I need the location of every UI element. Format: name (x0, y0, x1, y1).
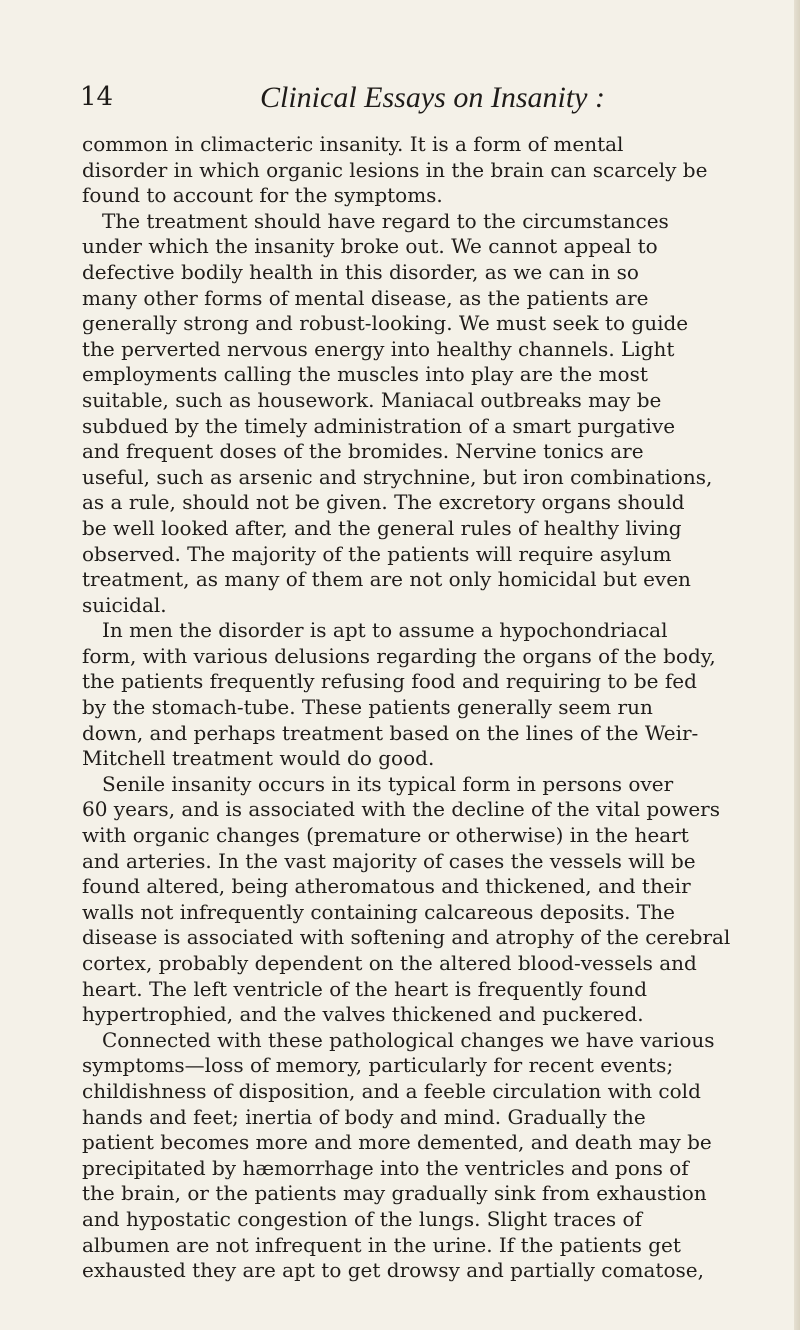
text-line: Mitchell treatment would do good. (82, 746, 435, 771)
text-line: symptoms—loss of memory, particularly for recent events; (82, 1053, 674, 1078)
text-line: In men the disorder is apt to assume a hypochondriacal (102, 618, 668, 643)
text-line: disease is associated with softening and atrophy of the cerebral (82, 925, 731, 950)
text-line: Senile insanity occurs in its typical form in persons over (102, 771, 674, 796)
text-line: common in climacteric insanity. It is a form of mental (82, 132, 624, 156)
text-line: and arteries. In the vast majority of cases the vessels will be (82, 848, 696, 873)
text-line: 60 years, and is associated with the decline of the vital powers (82, 797, 720, 822)
text-line: and hypostatic congestion of the lungs. Slight traces of (82, 1206, 642, 1231)
text-line: by the stomach-tube. These patients generally seem run (82, 695, 653, 720)
text-line: useful, such as arsenic and strychnine, but iron combinations, (82, 464, 713, 489)
text-line: hypertrophied, and the valves thickened and puckered. (82, 1002, 644, 1027)
text-line: be well looked after, and the general rules of healthy living (82, 515, 682, 540)
text-line: down, and perhaps treatment based on the lines of the Weir- (82, 720, 699, 745)
text-line: exhausted they are apt to get drowsy and partially comatose, (82, 1258, 704, 1283)
text-line: disorder in which organic lesions in the brain can scarcely be (82, 157, 708, 182)
text-line: walls not infrequently containing calcareous deposits. The (82, 899, 675, 924)
text-line: many other forms of mental disease, as the patients are (82, 285, 649, 310)
text-line: heart. The left ventricle of the heart is frequently found (82, 976, 648, 1001)
text-line: Connected with these pathological changes we have various (102, 1027, 715, 1052)
running-head: Clinical Essays on Insanity : (260, 81, 605, 114)
text-line: under which the insanity broke out. We cannot appeal to (82, 234, 658, 259)
text-line: with organic changes (premature or otherwise) in the heart (82, 823, 689, 848)
text-line: The treatment should have regard to the circumstances (102, 208, 669, 233)
text-line: treatment, as many of them are not only homicidal but even (82, 567, 691, 592)
text-line: found altered, being atheromatous and thickened, and their (82, 874, 691, 899)
text-line: observed. The majority of the patients will require asylum (82, 541, 672, 566)
text-line: suitable, such as housework. Maniacal outbreaks may be (82, 387, 662, 412)
text-line: and frequent doses of the bromides. Nervine tonics are (82, 439, 644, 464)
text-line: the brain, or the patients may gradually sink from exhaustion (82, 1181, 707, 1206)
body-text (82, 132, 776, 1284)
text-line: the perverted nervous energy into healthy channels. Light (82, 336, 675, 361)
text-line: childishness of disposition, and a feeble circulation with cold (82, 1078, 701, 1103)
text-line: generally strong and robust-looking. We must seek to guide (82, 311, 689, 336)
text-line: form, with various delusions regarding the organs of the body, (82, 643, 716, 668)
page-header (80, 82, 760, 122)
text-line: defective bodily health in this disorder, as we can in so (82, 259, 639, 284)
text-line: as a rule, should not be given. The excretory organs should (82, 490, 685, 515)
text-line: subdued by the timely administration of a smart purgative (82, 413, 676, 438)
text-line: the patients frequently refusing food and requiring to be fed (82, 669, 697, 694)
text-line: albumen are not infrequent in the urine. If the patients get (82, 1232, 681, 1257)
page-edge-shadow (794, 0, 800, 1330)
text-line: employments calling the muscles into play are the most (82, 362, 648, 387)
text-line: suicidal. (82, 592, 167, 617)
page-number: 14 (80, 82, 114, 112)
text-line: cortex, probably dependent on the altered blood-vessels and (82, 951, 697, 975)
text-line: hands and feet; inertia of body and mind. Gradually the (82, 1104, 646, 1129)
text-line: precipitated by hæmorrhage into the ventricles and pons of (82, 1155, 689, 1180)
text-line: found to account for the symptoms. (82, 183, 443, 208)
text-line: patient becomes more and more demented, and death may be (82, 1130, 712, 1155)
